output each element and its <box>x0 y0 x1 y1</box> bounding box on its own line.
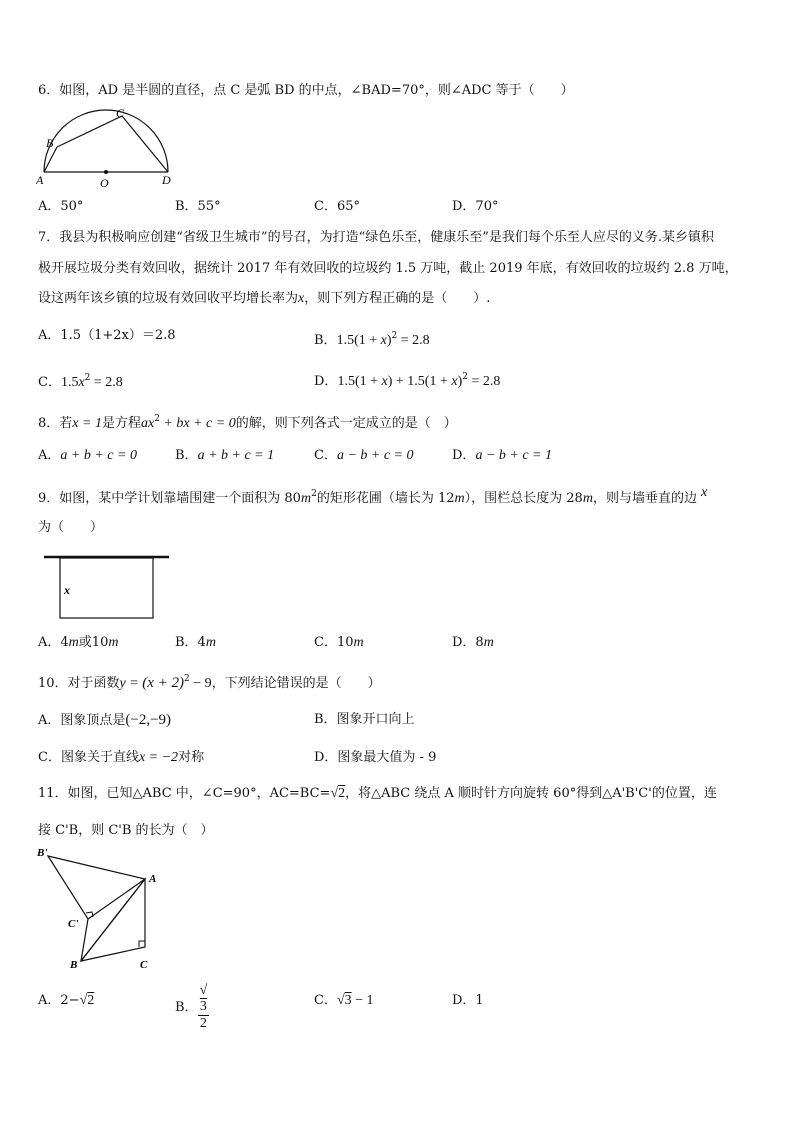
question-11-line-1: 11．如图，已知△ABC 中，∠C=90°，AC=BC=√2，将△ABC 绕点 A 顺时针方向旋转 60°得到△A'B'C'的位置，连 <box>38 786 717 801</box>
right-angle-c <box>139 941 145 947</box>
q7-option-b[interactable]: B．$1.5(1 + x)^2 = 2.8$ <box>314 331 430 348</box>
label-x: x <box>64 583 70 597</box>
question-11-line-2: 接 C'B，则 C'B 的长为（ ） <box>38 823 214 838</box>
q7-option-c[interactable]: C．$1.5x^2 = 2.8$ <box>38 373 123 390</box>
q10-option-a[interactable]: A．图象顶点是(−2,−9) <box>38 712 172 728</box>
label-c: C <box>116 106 125 120</box>
q9-option-a[interactable]: A．4m或10m <box>38 635 119 650</box>
question-7-line-2: 极开展垃圾分类有效回收，据统计 2017 年有效回收的垃圾约 1.5 万吨，截止 2019 年底，有效回收的垃圾约 2.8 万吨， <box>38 261 738 276</box>
q6-option-a[interactable]: A．50° <box>38 199 84 214</box>
q9-option-b[interactable]: B．4m <box>175 635 216 650</box>
segment-c1b <box>81 919 88 961</box>
label-c-prime: C' <box>68 918 79 930</box>
label-b: B <box>70 959 78 971</box>
semicircle-arc <box>44 110 168 172</box>
q8-option-b[interactable]: B．a + b + c = 1 <box>175 448 275 463</box>
q9-option-c[interactable]: C．10m <box>314 635 364 650</box>
label-b-prime: B' <box>37 847 48 859</box>
question-6-stem: 6．如图，AD 是半圆的直径，点 C 是弧 BD 的中点，∠BAD=70°，则∠ADC 等于（ ） <box>38 83 574 98</box>
q8-option-d[interactable]: D．a − b + c = 1 <box>452 448 552 463</box>
question-7-line-3: 设这两年该乡镇的垃圾有效回收平均增长率为x，则下列方程正确的是（ ）. <box>38 291 491 306</box>
q11-option-a[interactable]: A．2−√2 <box>38 993 95 1008</box>
rotated-triangle-figure <box>34 843 164 973</box>
q7-option-a[interactable]: A．1.5（1+2x）＝2.8 <box>38 328 176 343</box>
triangle-ab1c1 <box>48 856 145 919</box>
fence-figure <box>44 553 174 623</box>
q9-option-d[interactable]: D．8m <box>452 635 494 650</box>
label-b: B <box>46 136 54 150</box>
q11-option-d[interactable]: D．1 <box>452 993 484 1008</box>
q10-option-b[interactable]: B．图象开口向上 <box>314 712 415 727</box>
label-d: D <box>162 173 171 187</box>
q11-option-b[interactable]: B． √ 3 2 <box>175 983 208 1031</box>
question-7-line-1: 7．我县为积极响应创建“省级卫生城市”的号召，为打造“绿色乐至，健康乐至”是我们每个乐至人应尽的义务.某乡镇积 <box>38 230 714 245</box>
q8-option-c[interactable]: C．a − b + c = 0 <box>314 448 414 463</box>
question-8-stem: 8．若x = 1是方程$ax^2$ + bx + c = 0的解，则下列各式一定成立的是（ ） <box>38 414 457 431</box>
q6-option-d[interactable]: D．70° <box>452 199 499 214</box>
center-point-o <box>104 170 108 174</box>
q7-option-d[interactable]: D．$1.5(1 + x) + 1.5(1 + x)^2 = 2.8$ <box>314 372 501 389</box>
label-a: A <box>36 173 44 187</box>
semicircle-figure <box>36 106 176 188</box>
segment-ab <box>44 147 57 172</box>
q8-option-a[interactable]: A．a + b + c = 0 <box>38 448 137 463</box>
segment-bc <box>57 116 122 147</box>
q6-option-b[interactable]: B．55° <box>175 199 221 214</box>
q6-option-c[interactable]: C．65° <box>314 199 360 214</box>
q10-option-d[interactable]: D．图象最大值为 - 9 <box>314 750 437 765</box>
question-9-line-1: 9．如图，某中学计划靠墙围建一个面积为 $80m^2$的矩形花圃（墙长为 12m），围栏总长度为 28m，则与墙垂直的边 x <box>38 485 708 506</box>
question-10-stem: 10．对于函数$y = (x + 2)^2 - 9$，下列结论错误的是（ ） <box>38 674 381 691</box>
q10-option-c[interactable]: C．图象关于直线x = −2对称 <box>38 750 205 765</box>
q11-option-c[interactable]: C．√3 − 1 <box>314 993 374 1008</box>
label-o: O <box>100 176 109 188</box>
question-9-line-2: 为（ ） <box>38 520 104 535</box>
garden-rectangle <box>60 558 153 618</box>
label-c: C <box>140 959 148 971</box>
label-a: A <box>149 873 157 885</box>
